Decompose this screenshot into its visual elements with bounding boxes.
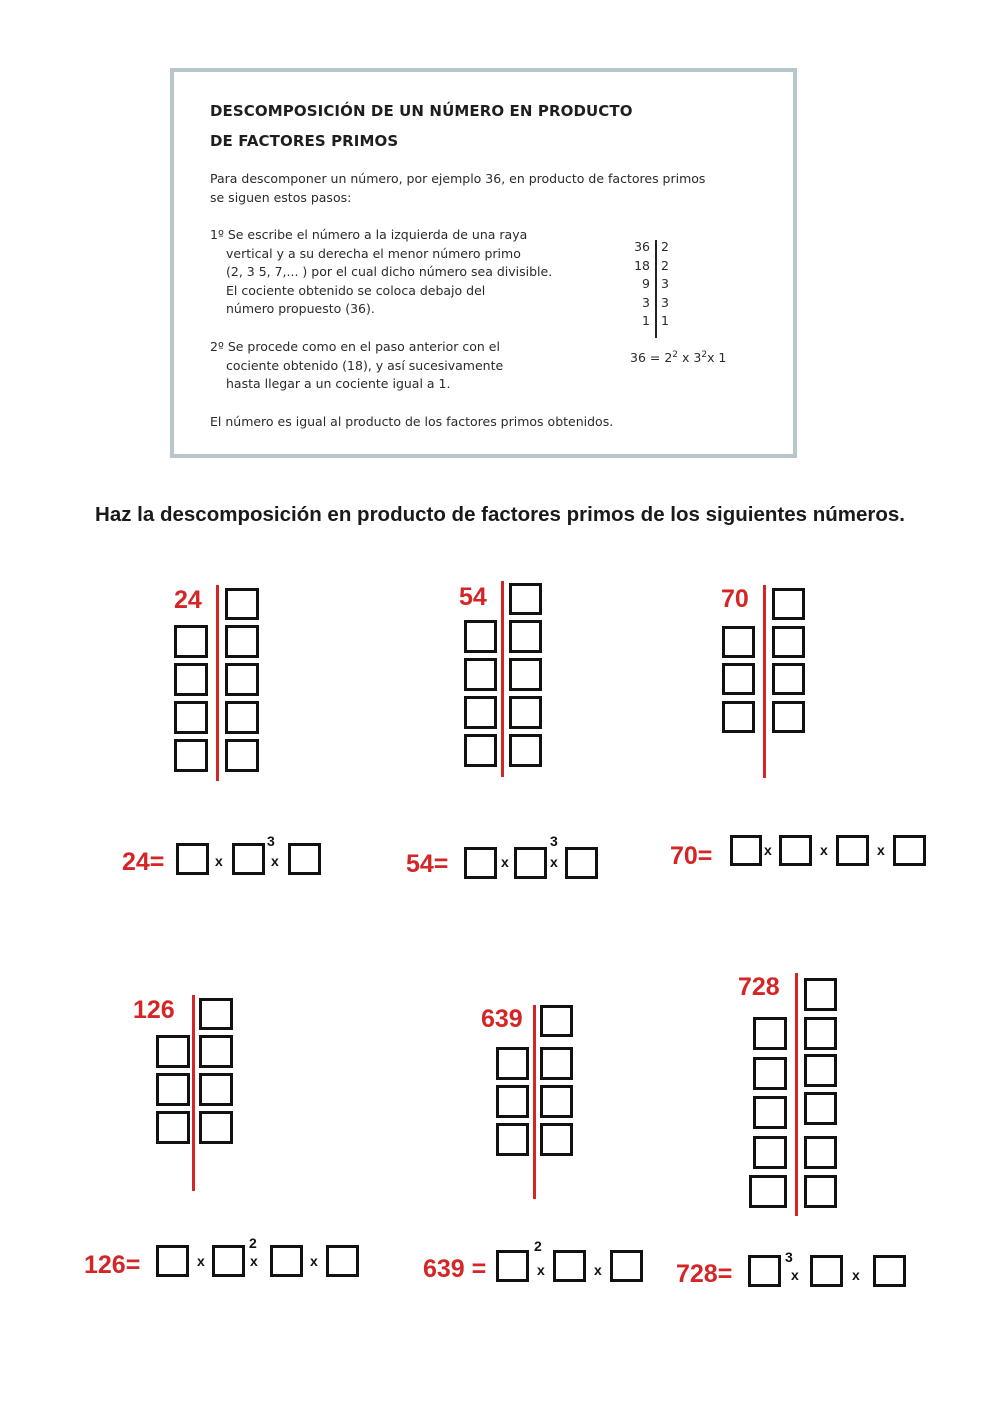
division-number: 70 <box>721 585 749 613</box>
quotient-box[interactable] <box>722 626 755 658</box>
exponent: 2 <box>534 1238 542 1254</box>
answer-box[interactable] <box>232 843 265 875</box>
quotient-box[interactable] <box>753 1096 787 1129</box>
example-result: $36 = 2^2$ x $3^2x$ 1 <box>630 350 727 366</box>
factor-box[interactable] <box>199 1073 233 1106</box>
division-line <box>533 1005 536 1199</box>
quotient-box[interactable] <box>464 658 497 691</box>
factor-box[interactable] <box>225 625 259 658</box>
quotient-box[interactable] <box>753 1017 787 1050</box>
factor-box[interactable] <box>540 1005 573 1037</box>
quotient-box[interactable] <box>753 1136 787 1169</box>
example-divider <box>655 240 657 338</box>
quotient-box[interactable] <box>496 1123 529 1156</box>
answer-box[interactable] <box>810 1255 843 1287</box>
equation-label: 70= <box>670 842 713 870</box>
times-sign: x <box>852 1267 860 1283</box>
example-divisors: 2 2 3 3 1 <box>661 239 669 328</box>
factor-box[interactable] <box>509 658 542 691</box>
times-sign: x <box>250 1253 258 1269</box>
factor-box[interactable] <box>772 663 805 695</box>
factor-box[interactable] <box>804 1136 837 1169</box>
quotient-box[interactable] <box>496 1047 529 1080</box>
exponent: 2 <box>249 1235 257 1251</box>
instruction: Haz la descomposición en producto de factores primos de los siguientes números. <box>95 503 905 526</box>
factor-box[interactable] <box>199 998 233 1030</box>
exponent: 3 <box>785 1249 793 1265</box>
quotient-box[interactable] <box>174 663 208 696</box>
factor-box[interactable] <box>772 626 805 658</box>
equation-label: 126= <box>84 1251 141 1279</box>
quotient-box[interactable] <box>496 1085 529 1118</box>
quotient-box[interactable] <box>464 696 497 729</box>
factor-box[interactable] <box>804 978 837 1011</box>
answer-box[interactable] <box>288 843 321 875</box>
answer-box[interactable] <box>779 835 812 866</box>
factor-box[interactable] <box>772 588 805 620</box>
quotient-box[interactable] <box>749 1175 787 1208</box>
factor-box[interactable] <box>509 620 542 653</box>
factor-box[interactable] <box>225 739 259 772</box>
answer-box[interactable] <box>748 1255 781 1287</box>
division-line <box>763 585 766 778</box>
info-intro: Para descomponer un número, por ejemplo 36, en producto de factores primos se siguen estos pasos: <box>210 171 706 205</box>
division-number: 126 <box>133 996 175 1024</box>
division-line <box>501 581 504 777</box>
answer-box[interactable] <box>176 843 209 875</box>
division-number: 639 <box>481 1005 523 1033</box>
quotient-box[interactable] <box>464 620 497 653</box>
factor-box[interactable] <box>540 1123 573 1156</box>
answer-box[interactable] <box>730 835 762 866</box>
answer-box[interactable] <box>212 1245 245 1277</box>
info-box <box>170 68 797 458</box>
times-sign: x <box>537 1262 545 1278</box>
factor-box[interactable] <box>804 1175 837 1208</box>
factor-box[interactable] <box>772 701 805 733</box>
division-number: 24 <box>174 586 202 614</box>
quotient-box[interactable] <box>464 734 497 767</box>
info-title-line2: DE FACTORES PRIMOS <box>210 132 399 150</box>
times-sign: x <box>310 1253 318 1269</box>
factor-box[interactable] <box>225 663 259 696</box>
equation-label: 24= <box>122 848 165 876</box>
quotient-box[interactable] <box>174 739 208 772</box>
answer-box[interactable] <box>156 1245 189 1277</box>
answer-box[interactable] <box>893 835 926 866</box>
quotient-box[interactable] <box>722 701 755 733</box>
factor-box[interactable] <box>509 583 542 615</box>
answer-box[interactable] <box>836 835 869 866</box>
answer-box[interactable] <box>610 1250 643 1282</box>
factor-box[interactable] <box>804 1017 837 1050</box>
times-sign: x <box>791 1267 799 1283</box>
quotient-box[interactable] <box>174 701 208 734</box>
equation-label: 728= <box>676 1260 733 1288</box>
equation-label: 54= <box>406 850 449 878</box>
division-number: 54 <box>459 583 487 611</box>
info-conclusion: El número es igual al producto de los factores primos obtenidos. <box>210 414 614 429</box>
times-sign: x <box>271 853 279 869</box>
factor-box[interactable] <box>509 696 542 729</box>
division-line <box>216 585 219 781</box>
answer-box[interactable] <box>326 1245 359 1277</box>
times-sign: x <box>215 853 223 869</box>
example-dividends: 36 18 9 3 1 <box>634 239 650 328</box>
answer-box[interactable] <box>565 847 598 879</box>
factor-box[interactable] <box>225 701 259 734</box>
exponent: 3 <box>550 833 558 849</box>
factor-box[interactable] <box>225 588 259 620</box>
quotient-box[interactable] <box>753 1057 787 1090</box>
quotient-box[interactable] <box>156 1073 190 1106</box>
quotient-box[interactable] <box>156 1035 190 1068</box>
factor-box[interactable] <box>540 1047 573 1080</box>
equation-label: 639 = <box>423 1255 487 1283</box>
factor-box[interactable] <box>509 734 542 767</box>
exponent: 3 <box>267 833 275 849</box>
factor-box[interactable] <box>804 1092 837 1125</box>
answer-box[interactable] <box>514 847 547 879</box>
factor-box[interactable] <box>199 1111 233 1144</box>
answer-box[interactable] <box>464 847 497 879</box>
factor-box[interactable] <box>804 1054 837 1087</box>
times-sign: x <box>501 854 509 870</box>
answer-box[interactable] <box>553 1250 586 1282</box>
division-line <box>192 995 195 1191</box>
factor-box[interactable] <box>199 1035 233 1068</box>
times-sign: x <box>594 1262 602 1278</box>
factor-box[interactable] <box>540 1085 573 1118</box>
times-sign: x <box>877 842 885 858</box>
quotient-box[interactable] <box>156 1111 190 1144</box>
info-step1: 1º Se escribe el número a la izquierda de una raya vertical y a su derecha el menor número primo (2, 3 5, 7,... ) por el cual dicho número sea divisible. El cociente obtenido se coloca debajo del número propuesto (36). <box>210 227 553 317</box>
example-division <box>620 238 680 338</box>
quotient-box[interactable] <box>174 625 208 658</box>
times-sign: x <box>820 842 828 858</box>
answer-box[interactable] <box>270 1245 303 1277</box>
times-sign: x <box>197 1253 205 1269</box>
info-title-line1: DESCOMPOSICIÓN DE UN NÚMERO EN PRODUCTO <box>210 102 633 120</box>
division-number: 728 <box>738 973 780 1001</box>
quotient-box[interactable] <box>722 663 755 695</box>
answer-box[interactable] <box>496 1250 529 1282</box>
times-sign: x <box>550 854 558 870</box>
info-step2: 2º Se procede como en el paso anterior con el cociente obtenido (18), y así sucesivamente hasta llegar a un cociente igual a 1. <box>210 339 504 392</box>
answer-box[interactable] <box>873 1255 906 1287</box>
division-line <box>795 973 798 1216</box>
times-sign: x <box>764 842 772 858</box>
